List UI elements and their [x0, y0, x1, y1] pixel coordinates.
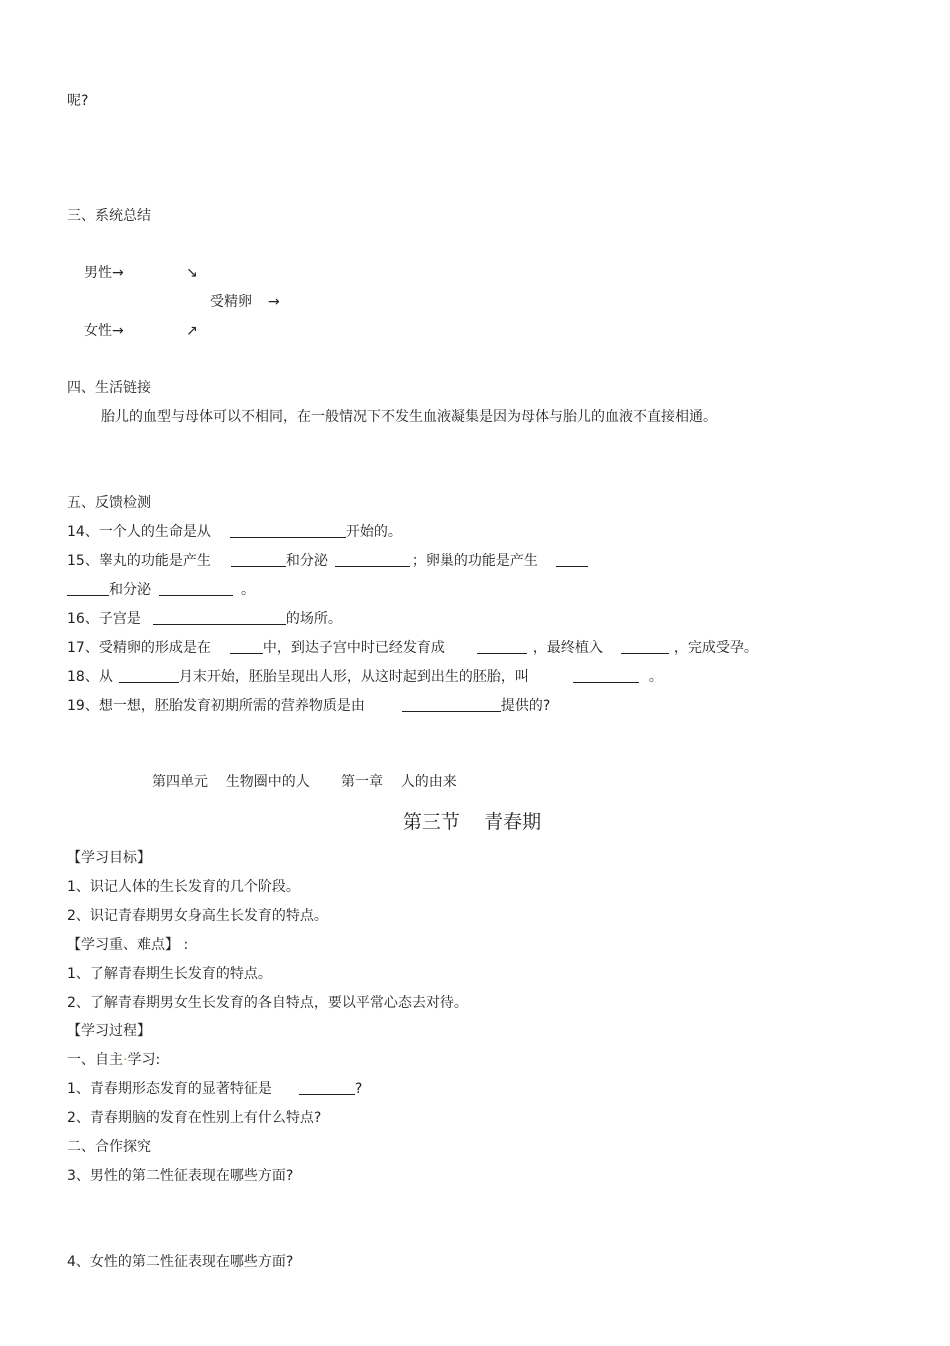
blank-field[interactable]: [153, 610, 286, 625]
blank-field[interactable]: [159, 581, 233, 596]
question-15: 15、睾丸的功能是产生 和分泌 ；卵巢的功能是产生: [67, 552, 588, 570]
arrow-down-right-icon: ↘: [186, 265, 198, 281]
question-continuation: 呢?: [67, 93, 89, 109]
process-question-4: 4、女性的第二性征表现在哪些方面?: [67, 1254, 294, 1270]
blank-field[interactable]: [573, 668, 639, 683]
zygote-label: 受精卵: [210, 294, 252, 310]
arrow-up-right-icon: ↗: [186, 323, 198, 339]
blank-field[interactable]: [67, 581, 109, 596]
blank-field[interactable]: [556, 552, 588, 567]
question-19: 19、想一想，胚胎发育初期所需的营养物质是由 提供的?: [67, 698, 551, 714]
goal-item: 2、识记青春期男女身高生长发育的特点。: [67, 908, 328, 924]
goal-item: 1、识记人体的生长发育的几个阶段。: [67, 879, 300, 895]
blank-field[interactable]: [477, 639, 527, 654]
blank-field[interactable]: [230, 639, 263, 654]
goals-heading: 【学习目标】: [67, 850, 151, 866]
question-15-cont: 和分泌 。: [67, 581, 255, 599]
question-18: 18、从 月末开始，胚胎呈现出人形，从这时起到出生的胚胎，叫 。: [67, 669, 663, 685]
life-link-text: 胎儿的血型与母体可以不相同，在一般情况下不发生血液凝集是因为母体与胎儿的血液不直接相通。: [101, 409, 717, 425]
blank-field[interactable]: [299, 1080, 355, 1095]
blank-field[interactable]: [119, 668, 179, 683]
section-title: 第三节 青春期: [402, 811, 542, 833]
section-4-heading: 四、生活链接: [67, 380, 151, 396]
unit-header: 第四单元 生物圈中的人 第一章 人的由来: [152, 774, 457, 790]
question-14: 14、一个人的生命是从 开始的。: [67, 524, 402, 540]
keypoint-item: 2、了解青春期男女生长发育的各自特点，要以平常心态去对待。: [67, 995, 468, 1011]
keypoint-item: 1、了解青春期生长发育的特点。: [67, 966, 272, 982]
blank-field[interactable]: [230, 523, 346, 538]
arrow-right-icon: →: [268, 294, 280, 310]
blank-field[interactable]: [621, 639, 669, 654]
blank-field[interactable]: [231, 552, 286, 567]
process-question-1: 1、青春期形态发育的显著特征是 ?: [67, 1081, 363, 1097]
question-16: 16、子宫是 的场所。: [67, 611, 342, 627]
process-question-3: 3、男性的第二性征表现在哪些方面?: [67, 1168, 294, 1184]
process-heading: 【学习过程】: [67, 1023, 151, 1039]
blank-field[interactable]: [335, 552, 410, 567]
keypoints-heading: 【学习重、难点】 :: [67, 937, 189, 953]
cooperation-heading: 二、合作探究: [67, 1139, 151, 1155]
self-study-heading: 一、自主·学习:: [67, 1052, 161, 1068]
male-label: 男性→: [84, 265, 124, 281]
process-question-2: 2、青春期脑的发育在性别上有什么特点?: [67, 1110, 322, 1126]
blank-field[interactable]: [402, 697, 501, 712]
question-17: 17、受精卵的形成是在 中，到达子宫中时已经发育成 ，最终植入 ，完成受孕。: [67, 640, 758, 656]
section-5-heading: 五、反馈检测: [67, 495, 151, 511]
female-label: 女性→: [84, 323, 124, 339]
section-3-heading: 三、系统总结: [67, 208, 151, 224]
